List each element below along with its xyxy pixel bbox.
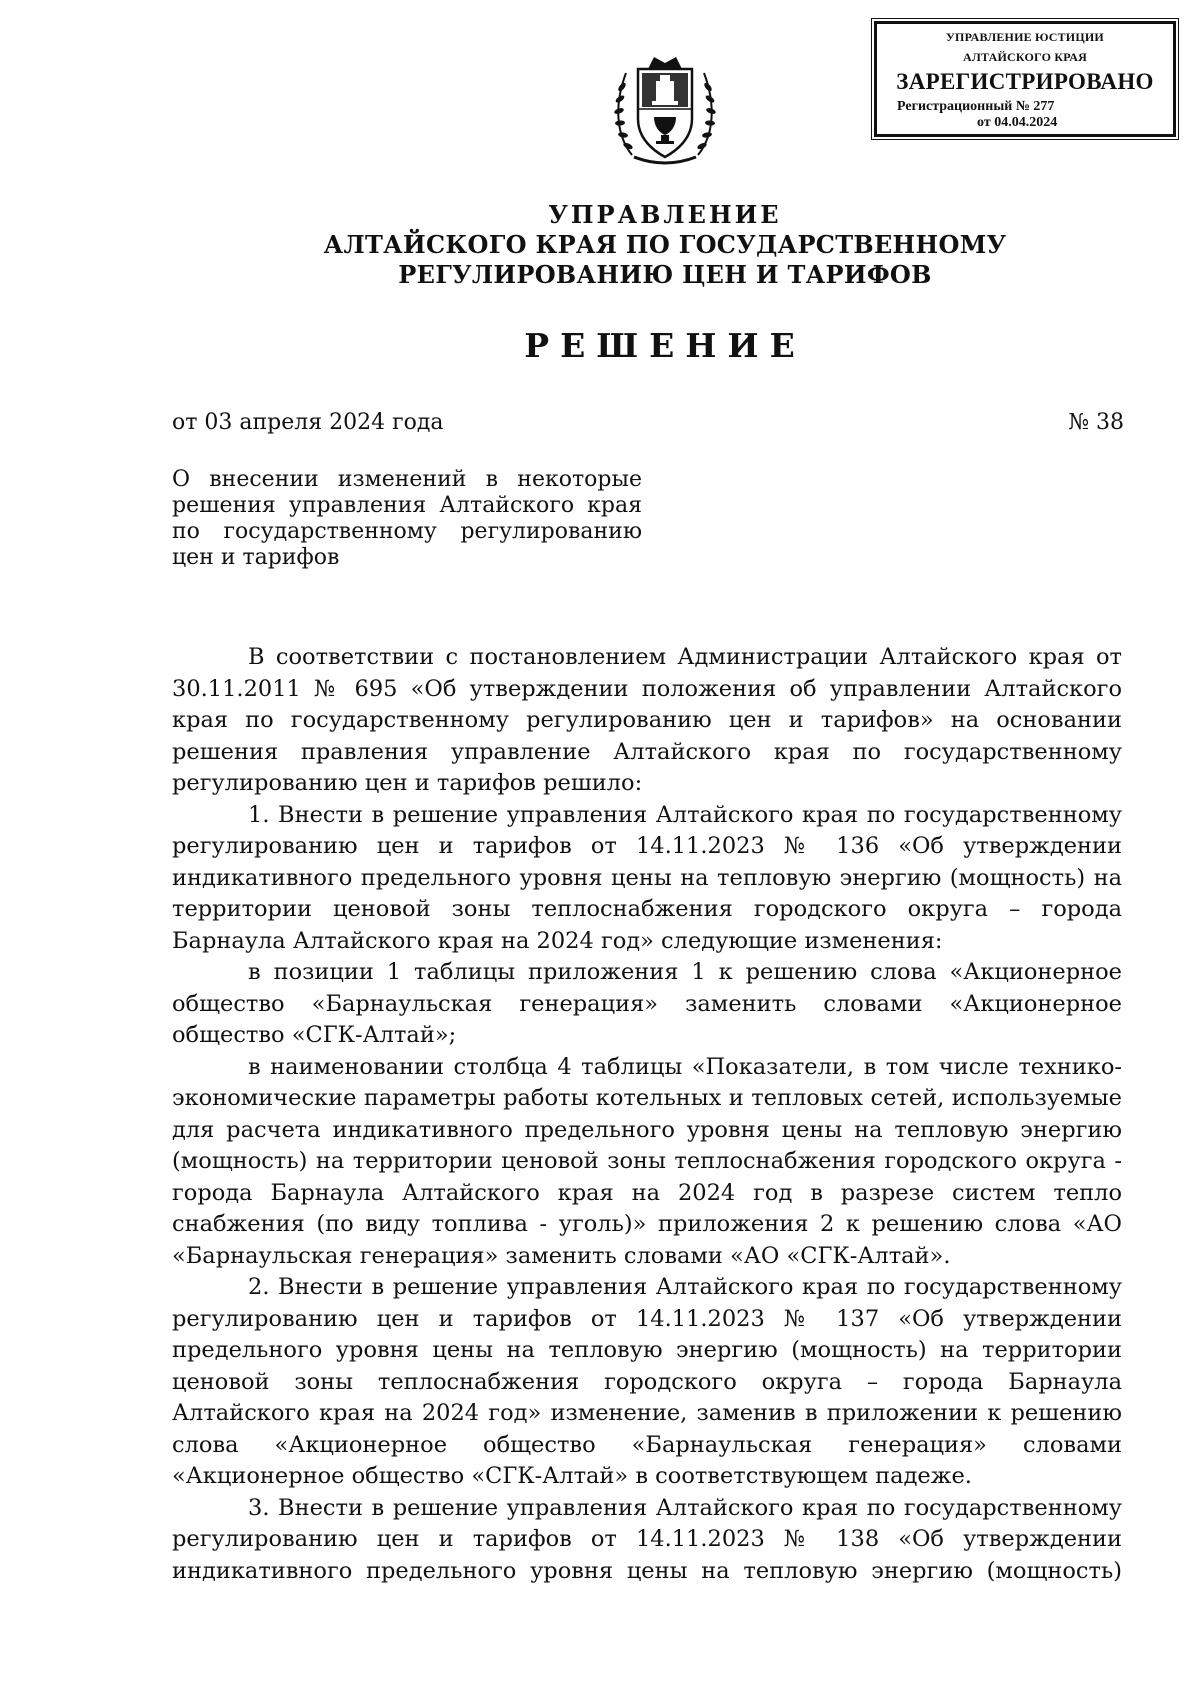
registration-stamp [874,21,1176,137]
agency-line1: УПРАВЛЕНИЕ [548,200,782,229]
agency-line2: АЛТАЙСКОГО КРАЯ ПО ГОСУДАРСТВЕННОМУ [323,230,1007,259]
document-number: № 38 [1068,410,1124,435]
subject-line: решения управления Алтайского края [172,493,642,518]
subject-line: цен и тарифов [172,545,340,570]
altai-krai-coat-of-arms-icon [612,47,718,169]
document-date: от 03 апреля 2024 года [172,410,444,435]
body-paragraph: в наименовании столбца 4 таблицы «Показатели, в том числе технико-экономические параметры работы котельных и тепловых сетей, используемые для расчета индикативного предельного уровня цены на тепловую энергию (мощность) на территории ценовой зоны теплоснабжения городского округа - города Барнаула Алтайского края на 2024 год в разрезе систем тепло снабжения (по виду топлива - уголь)» приложения 2 к решению слова «АО «Барнаульская генерация» заменить словами «АО «СГК-Алтай». [172,1053,1122,1269]
stamp-reg-date: от 04.04.2024 [977,115,1058,130]
document-subject [172,467,642,571]
body-paragraph: в позиции 1 таблицы приложения 1 к решению слова «Акционерное общество «Барнаульская генерация» заменить словами «Акционерное общество «СГК-Алтай»; [172,959,1122,1048]
agency-name [300,200,1030,290]
body-paragraph: 3. Внести в решение управления Алтайского края по государственному регулированию цен и тарифов от 14.11.2023 № 138 «Об утверждении индикативного предельного уровня цены на тепловую энергию (мощность) [172,1494,1122,1584]
stamp-org-line1: УПРАВЛЕНИЕ ЮСТИЦИИ [946,30,1104,44]
subject-line: О внесении изменений в некоторые [172,467,642,492]
body-paragraph: 2. Внести в решение управления Алтайского края по государственному регулированию цен и тарифов от 14.11.2023 № 137 «Об утверждении предельного уровня цены на тепловую энергию (мощность) на территории ценовой зоны теплоснабжения городского округа – города Барнаула Алтайского края на 2024 год» изменение, заменив в приложении к решению слова «Акционерное общество «Барнаульская генерация» словами «Акционерное общество «СГК-Алтай» в соответствующем падеже. [172,1274,1122,1489]
body-paragraph: 1. Внести в решение управления Алтайского края по государственному регулированию цен и тарифов от 14.11.2023 № 136 «Об утверждении индикативного предельного уровня цены на тепловую энергию (мощность) на территории ценовой зоны теплоснабжения городского округа – города Барнаула Алтайского края на 2024 год» следующие изменения: [172,801,1122,954]
stamp-org-line2: АЛТАЙСКОГО КРАЯ [963,50,1087,64]
agency-line3: РЕГУЛИРОВАНИЮ ЦЕН И ТАРИФОВ [398,260,932,289]
document-body [172,642,1122,1587]
body-paragraph: В соответствии с постановлением Администрации Алтайского края от 30.11.2011 № 695 «Об утверждении положения об управлении Алтайского края по государственному регулированию цен и тарифов» на основании решения правления управление Алтайского края по государственному регулированию цен и тарифов решило: [172,644,1122,796]
stamp-reg-number: Регистрационный № 277 [897,99,1055,114]
subject-line: по государственному регулированию [172,519,642,544]
document-type-title: РЕШЕНИЕ [524,326,806,365]
stamp-status: ЗАРЕГИСТРИРОВАНО [896,69,1154,94]
